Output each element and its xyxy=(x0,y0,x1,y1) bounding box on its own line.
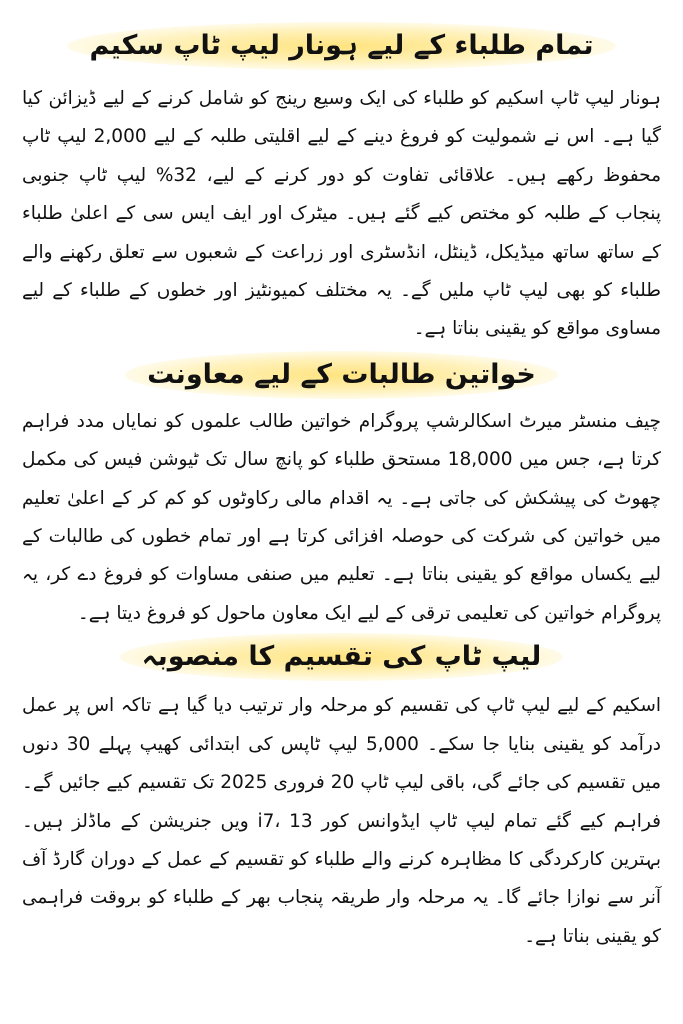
section-heading-distribution-plan: لیپ ٹاپ کی تقسیم کا منصوبہ xyxy=(120,633,563,681)
section-heading-wrapper xyxy=(22,633,661,681)
section-paragraph-distribution-plan: اسکیم کے لیے لیپ ٹاپ کی تقسیم کو مرحلہ وار ترتیب دیا گیا ہے تاکہ اس پر عمل درآمد کو یقینی بنایا جا سکے۔ 5,000 لیپ ٹاپس کی ابتدائی کھیپ پہلے 30 دنوں میں تقسیم کی جائے گی، باقی لیپ ٹاپ 20 فروری 2025 تک تقسیم کیے جائیں گے۔ فراہم کیے گئے تمام لیپ ٹاپ ایڈوانس کور i7، 13 ویں جنریشن کے ماڈلز ہیں۔ بہترین کارکردگی کا مظاہرہ کرنے والے طلباء کو تقسیم کے عمل کے دوران گارڈ آف آنر سے نوازا جائے گا۔ یہ مرحلہ وار طریقہ پنجاب بھر کے طلباء کو بروقت فراہمی کو یقینی بناتا ہے۔ xyxy=(22,695,662,947)
section-heading-honhaar-laptop-scheme: تمام طلباء کے لیے ہونار لیپ ٹاپ سکیم xyxy=(67,22,615,70)
section-paragraph-honhaar-laptop-scheme: ہونار لیپ ٹاپ اسکیم کو طلباء کی ایک وسیع رینج کو شامل کرنے کے لیے ڈیزائن کیا گیا ہے۔ اس نے شمولیت کو فروغ دینے کے لیے اقلیتی طلبہ کے لیے 2,000 لیپ ٹاپ محفوظ رکھے ہیں۔ علاقائی تفاوت کو دور کرنے کے لیے، 32% لیپ ٹاپ جنوبی پنجاب کے طلبہ کو مختص کیے گئے ہیں۔ میٹرک اور ایف ایس سی کے اعلیٰ طلباء کے ساتھ ساتھ میڈیکل، ڈینٹل، انڈسٹری اور زراعت کے شعبوں سے تعلق رکھنے والے طلباء کو بھی لیپ ٹاپ ملیں گے۔ یہ مختلف کمیونٹیز اور خطوں کے طلباء کے لیے مساوی مواقع کو یقینی بناتا ہے۔ xyxy=(22,88,661,340)
section-paragraph-female-students-support: چیف منسٹر میرٹ اسکالرشپ پروگرام خواتین طالب علموں کو نمایاں مدد فراہم کرتا ہے، جس میں 18,000 مستحق طلباء کو پانچ سال تک ٹیوشن فیس کی مکمل چھوٹ کی پیشکش کی جاتی ہے۔ یہ اقدام مالی رکاوٹوں کو کم کر کے اعلیٰ تعلیم میں خواتین کی شرکت کی حوصلہ افزائی کرتا ہے اور تمام خطوں کی طالبات کے لیے یکساں مواقع کو یقینی بناتا ہے۔ تعلیم میں صنفی مساوات کو فروغ دے کر، یہ پروگرام خواتین کی تعلیمی ترقی کے لیے ایک معاون ماحول کو فروغ دیتا ہے۔ xyxy=(22,410,661,624)
section-heading-wrapper xyxy=(22,351,661,399)
section-heading-wrapper xyxy=(22,22,661,70)
section-heading-female-students-support: خواتین طالبات کے لیے معاونت xyxy=(125,351,558,399)
